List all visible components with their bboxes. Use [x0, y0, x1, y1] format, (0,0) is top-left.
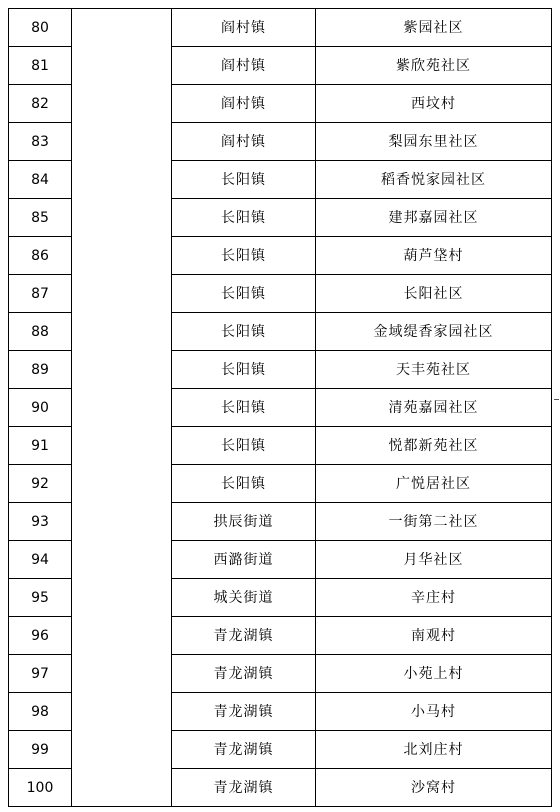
community-name: 金域缇香家园社区 — [373, 323, 494, 340]
town-cell — [172, 427, 316, 465]
community-name: 清苑嘉园社区 — [388, 399, 479, 416]
town-name: 阎村镇 — [221, 133, 266, 150]
community-cell — [316, 389, 552, 427]
town-name: 青龙湖镇 — [213, 741, 274, 758]
community-name: 梨园东里社区 — [388, 133, 479, 150]
town-cell — [172, 693, 316, 731]
community-name: 稻香悦家园社区 — [381, 171, 486, 188]
community-cell — [316, 123, 552, 161]
community-name: 广悦居社区 — [396, 475, 471, 492]
community-cell — [316, 579, 552, 617]
row-number-cell: 89 — [9, 351, 72, 389]
town-cell — [172, 655, 316, 693]
community-name: 长阳社区 — [403, 285, 464, 302]
community-cell — [316, 693, 552, 731]
town-name: 拱辰街道 — [213, 513, 274, 530]
row-number-cell: 80 — [9, 9, 72, 47]
town-name: 青龙湖镇 — [213, 779, 274, 796]
community-name: 建邦嘉园社区 — [388, 209, 479, 226]
town-cell — [172, 503, 316, 541]
town-cell — [172, 161, 316, 199]
town-cell — [172, 351, 316, 389]
town-cell — [172, 85, 316, 123]
row-number-cell: 92 — [9, 465, 72, 503]
town-name: 长阳镇 — [221, 323, 266, 340]
town-name: 长阳镇 — [221, 171, 266, 188]
community-name: 北刘庄村 — [403, 741, 464, 758]
town-cell — [172, 541, 316, 579]
community-cell — [316, 351, 552, 389]
town-name: 西潞街道 — [213, 551, 274, 568]
community-table — [8, 8, 552, 807]
community-name: 悦都新苑社区 — [388, 437, 479, 454]
town-name: 阎村镇 — [221, 95, 266, 112]
community-cell — [316, 9, 552, 47]
row-number-cell: 91 — [9, 427, 72, 465]
row-number-cell: 96 — [9, 617, 72, 655]
town-name: 阎村镇 — [221, 19, 266, 36]
town-cell — [172, 579, 316, 617]
community-name: 紫园社区 — [403, 19, 464, 36]
row-number-cell: 82 — [9, 85, 72, 123]
row-number-cell: 90 — [9, 389, 72, 427]
row-number-cell: 100 — [9, 769, 72, 807]
row-number-cell: 93 — [9, 503, 72, 541]
community-cell — [316, 47, 552, 85]
town-cell — [172, 275, 316, 313]
row-number-cell: 95 — [9, 579, 72, 617]
town-cell — [172, 731, 316, 769]
row-number-cell: 86 — [9, 237, 72, 275]
community-cell — [316, 541, 552, 579]
town-name: 长阳镇 — [221, 475, 266, 492]
community-cell — [316, 617, 552, 655]
town-name: 青龙湖镇 — [213, 627, 274, 644]
community-name: 紫欣苑社区 — [396, 57, 471, 74]
community-cell — [316, 427, 552, 465]
table-body — [9, 9, 552, 807]
community-name: 南观村 — [411, 627, 456, 644]
town-cell — [172, 465, 316, 503]
row-number-cell: 94 — [9, 541, 72, 579]
town-name: 长阳镇 — [221, 361, 266, 378]
town-name: 长阳镇 — [221, 399, 266, 416]
community-name: 小苑上村 — [403, 665, 464, 682]
community-cell — [316, 85, 552, 123]
community-cell — [316, 161, 552, 199]
district-cell-empty — [72, 9, 172, 807]
town-name: 青龙湖镇 — [213, 665, 274, 682]
town-cell — [172, 199, 316, 237]
town-cell — [172, 313, 316, 351]
town-name: 长阳镇 — [221, 285, 266, 302]
community-cell — [316, 275, 552, 313]
community-name: 葫芦垡村 — [403, 247, 464, 264]
row-number-cell: 81 — [9, 47, 72, 85]
town-cell — [172, 237, 316, 275]
community-cell — [316, 465, 552, 503]
town-name: 长阳镇 — [221, 247, 266, 264]
row-number-cell: 97 — [9, 655, 72, 693]
town-cell — [172, 617, 316, 655]
community-cell — [316, 769, 552, 807]
margin-mark — [554, 399, 559, 400]
town-cell — [172, 769, 316, 807]
town-cell — [172, 47, 316, 85]
community-cell — [316, 237, 552, 275]
community-cell — [316, 503, 552, 541]
town-name: 阎村镇 — [221, 57, 266, 74]
town-cell — [172, 123, 316, 161]
town-name: 长阳镇 — [221, 209, 266, 226]
community-cell — [316, 655, 552, 693]
row-number-cell: 83 — [9, 123, 72, 161]
row-number-cell: 98 — [9, 693, 72, 731]
community-name: 一街第二社区 — [388, 513, 479, 530]
town-cell — [172, 9, 316, 47]
town-name: 青龙湖镇 — [213, 703, 274, 720]
row-number-cell: 85 — [9, 199, 72, 237]
community-name: 西坟村 — [411, 95, 456, 112]
town-cell — [172, 389, 316, 427]
row-number-cell: 84 — [9, 161, 72, 199]
row-number-cell: 99 — [9, 731, 72, 769]
community-cell — [316, 731, 552, 769]
community-name: 小马村 — [411, 703, 456, 720]
community-cell — [316, 199, 552, 237]
community-name: 辛庄村 — [411, 589, 456, 606]
community-name: 月华社区 — [403, 551, 464, 568]
community-name: 天丰苑社区 — [396, 361, 471, 378]
row-number-cell: 87 — [9, 275, 72, 313]
row-number-cell: 88 — [9, 313, 72, 351]
town-name: 城关街道 — [213, 589, 274, 606]
community-cell — [316, 313, 552, 351]
table-row — [9, 9, 552, 47]
town-name: 长阳镇 — [221, 437, 266, 454]
community-name: 沙窝村 — [411, 779, 456, 796]
